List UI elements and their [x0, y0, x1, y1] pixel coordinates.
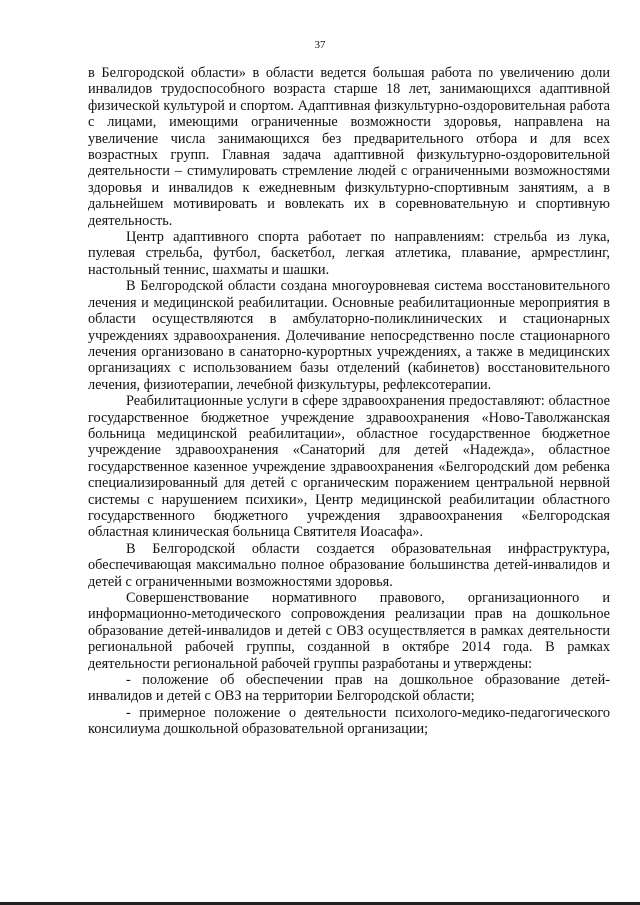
paragraph-sports-work: в Белгородской области» в области ведется большая работа по увеличению доли инвалидов трудоспособного возраста старше 18 лет, занимающихся адаптивной физической культурой и спортом. Адаптивная физкультурно-оздоровительная работа с лицами, имеющими ограниченные возможности здоровья, направлена на увеличение числа занимающихся без предварительного отбора и для всех возрастных групп. Главная задача адаптивной физкультурно-оздоровительной деятельности – стимулировать стремление людей с ограниченными возможностями здоровья и инвалидов к ежедневным физкультурно-спортивным занятиям, а в дальнейшем мотивировать и вовлекать их в соревновательную и спортивную деятельность. [88, 65, 610, 229]
list-item-consilium-regulation: - примерное положение о деятельности психолого-медико-педагогического консилиума дошкольной образовательной организации; [88, 704, 610, 738]
body-text [88, 65, 610, 738]
paragraph-rehabilitation-system: В Белгородской области создана многоуровневая система восстановительного лечения и медицинской реабилитации. Основные реабилитационные мероприятия в области осуществляются в амбулаторно-поликлинических и стационарных учреждениях здравоохранения. Долечивание непосредственно после стационарного лечения организовано в санаторно-курортных учреждениях, а также в медицинских организациях с использованием базы отделений (кабинетов) восстановительного лечения, физиотерапии, лечебной физкультуры, рефлексотерапии. [88, 278, 610, 393]
paragraph-education-infrastructure: В Белгородской области создается образовательная инфраструктура, обеспечивающая максимально полное образование большинства детей-инвалидов и детей с ограниченными возможностями здоровья. [88, 540, 610, 590]
paragraph-adaptive-sport-center: Центр адаптивного спорта работает по направлениям: стрельба из лука, пулевая стрельба, футбол, баскетбол, легкая атлетика, плавание, армрестлинг, настольный теннис, шахматы и шашки. [88, 229, 610, 278]
paragraph-rehabilitation-providers: Реабилитационные услуги в сфере здравоохранения предоставляют: областное государственное бюджетное учреждение здравоохранения «Ново-Таволжанская больница медицинской реабилитации», областное государственное бюджетное учреждение здравоохранения «Санаторий для детей «Надежда», областное государственное казенное учреждение здравоохранения «Белгородский дом ребенка специализированный для детей с органическим поражением центральной нервной системы с нарушением психики», Центр медицинской реабилитации областного государственного бюджетного учреждения здравоохранения «Белгородская областная клиническая больница Святителя Иоасафа». [88, 393, 610, 541]
paragraph-working-group: Совершенствование нормативного правового, организационного и информационно-методического сопровождения реализации прав на дошкольное образование детей-инвалидов и детей с ОВЗ осуществляется в рамках деятельности региональной рабочей группы, созданной в октябре 2014 года. В рамках деятельности региональной рабочей группы разработаны и утверждены: [88, 590, 610, 672]
list-item-preschool-rights-regulation: - положение об обеспечении прав на дошкольное образование детей-инвалидов и детей с ОВЗ на территории Белгородской области; [88, 672, 610, 705]
page-number: 37 [314, 39, 326, 51]
